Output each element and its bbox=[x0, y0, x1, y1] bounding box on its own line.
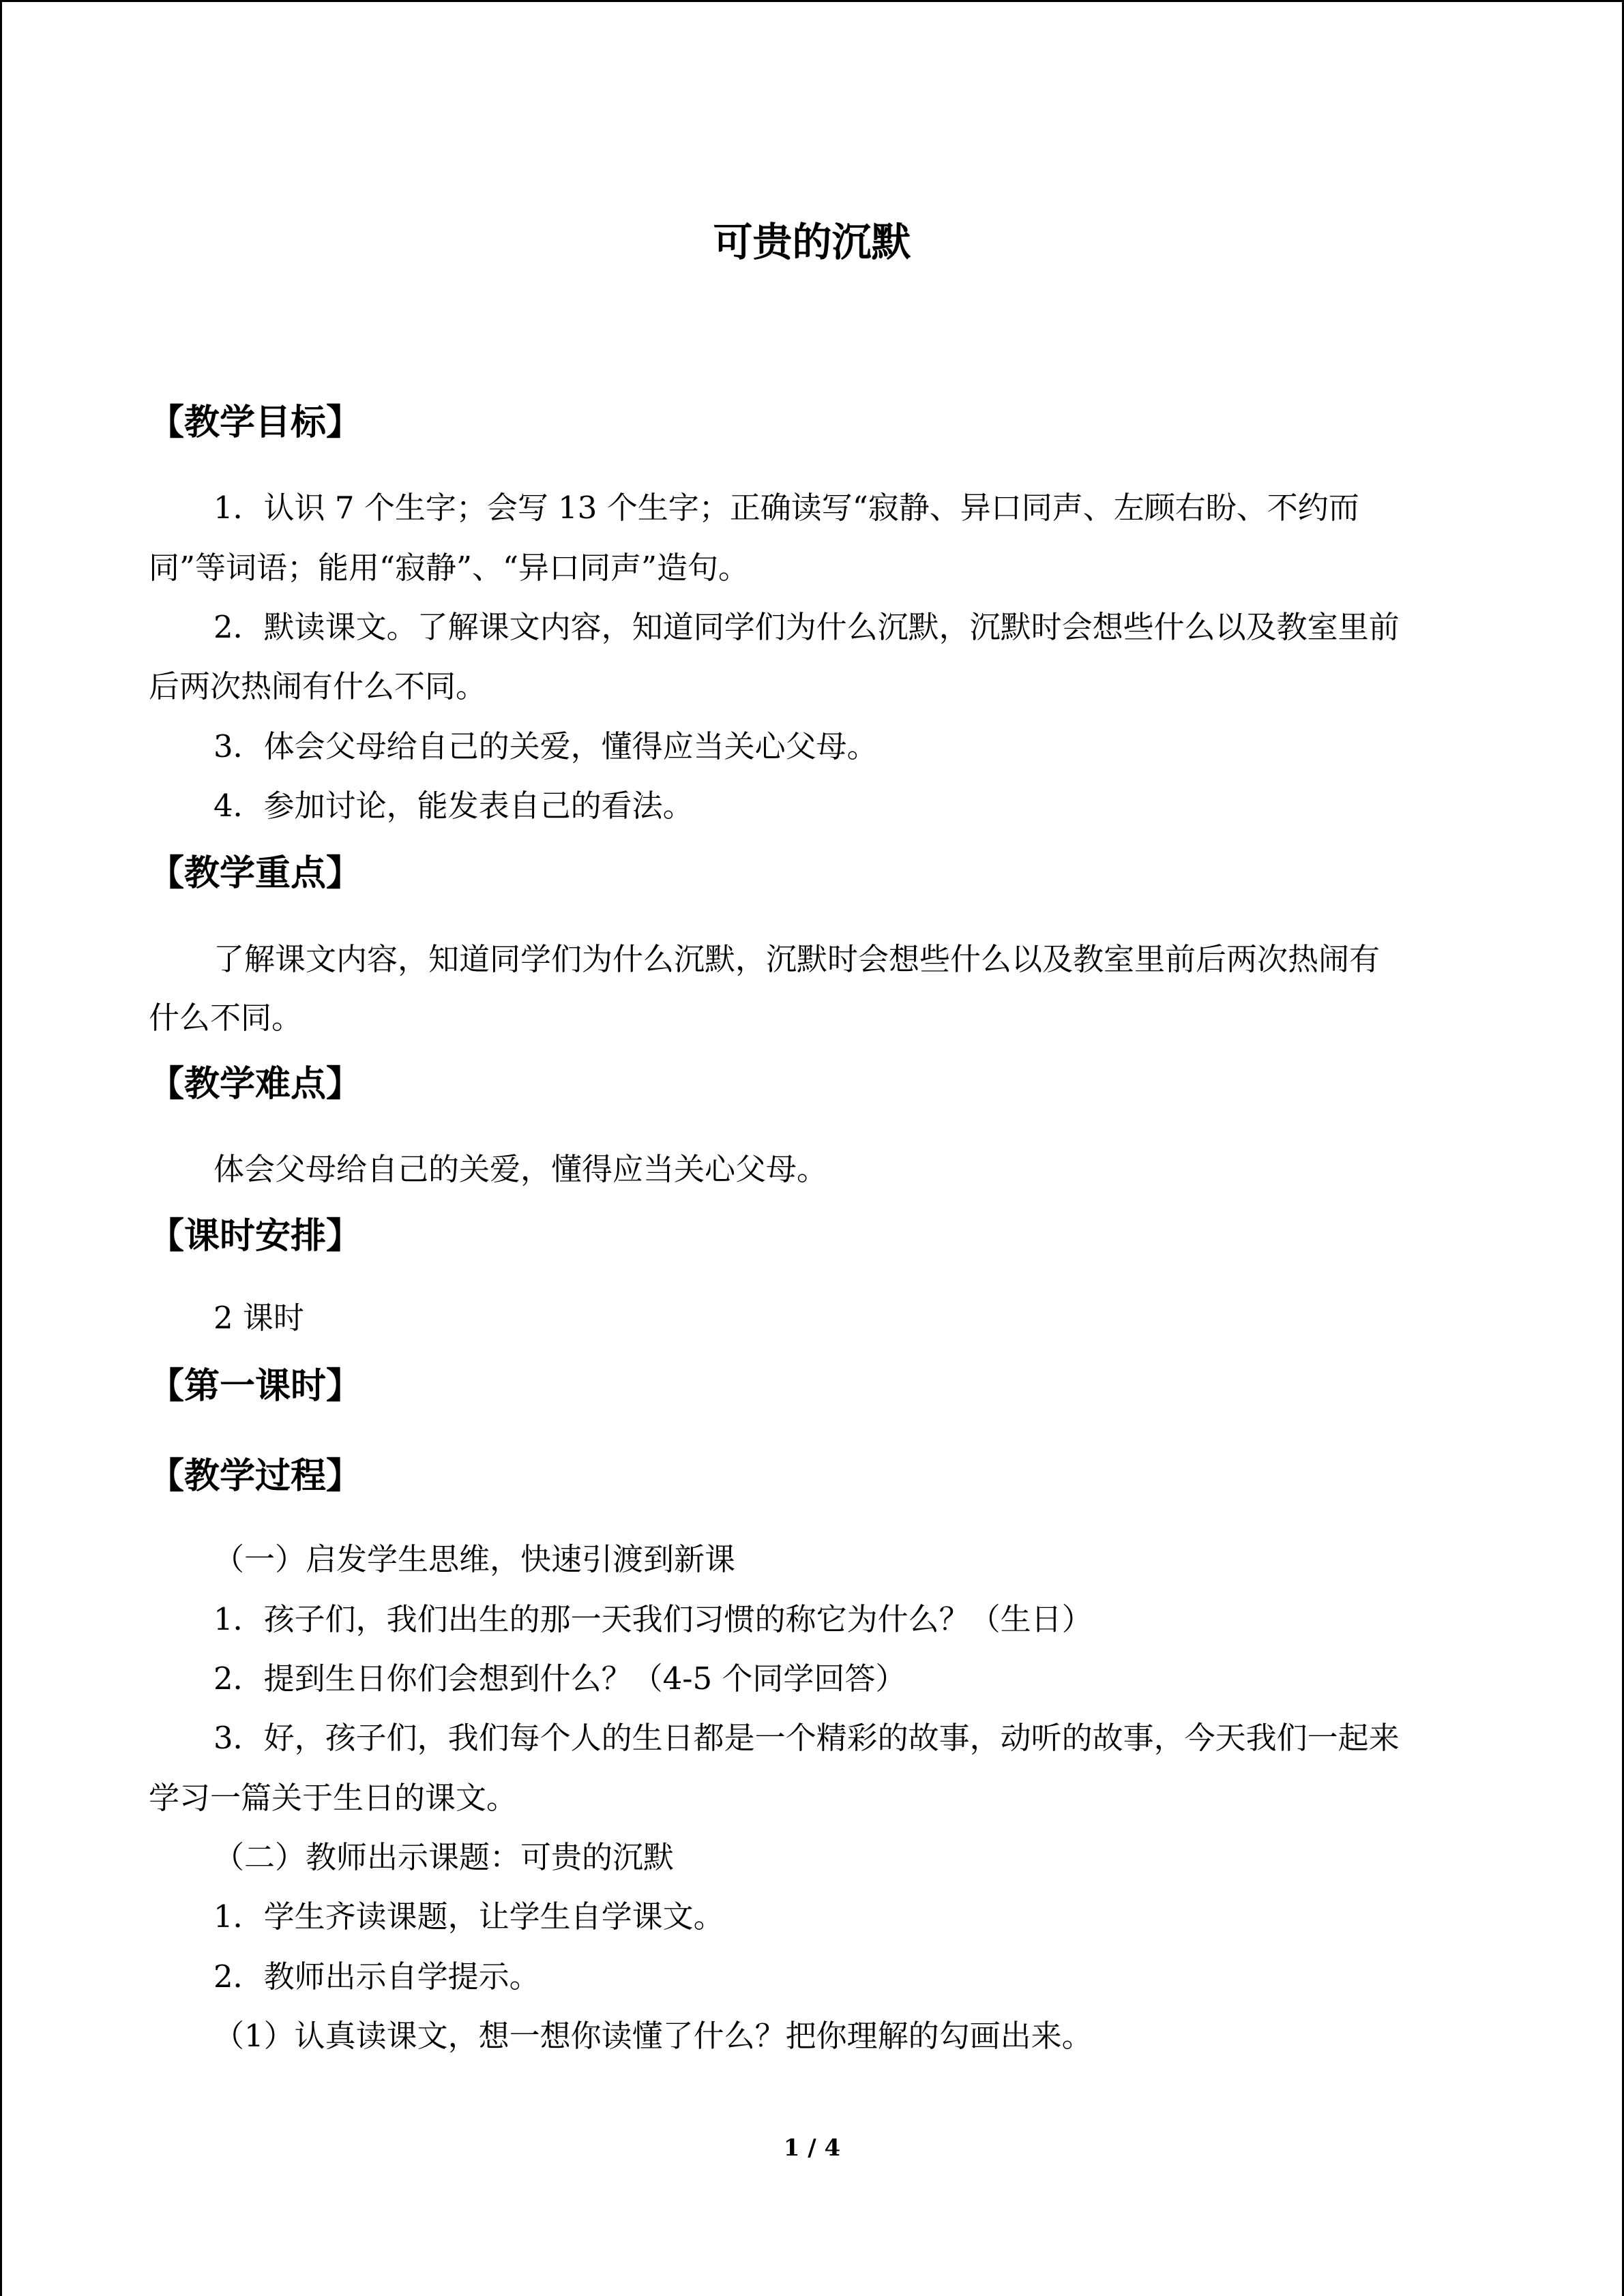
objectives-line-2: 同”等词语；能用“寂静”、“异口同声”造句。 bbox=[149, 550, 750, 586]
heading-process: 【教学过程】 bbox=[149, 1456, 362, 1497]
objectives-line-4: 后两次热闹有什么不同。 bbox=[149, 668, 487, 704]
page-indicator: 1 / 4 bbox=[783, 2134, 841, 2162]
difficulties-line-1: 体会父母给自己的关爱，懂得应当关心父母。 bbox=[213, 1151, 828, 1187]
process-line-2: 1．孩子们，我们出生的那一天我们习惯的称它为什么？（生日） bbox=[213, 1601, 1093, 1637]
heading-schedule: 【课时安排】 bbox=[149, 1216, 362, 1257]
heading-objectives: 【教学目标】 bbox=[149, 402, 362, 443]
heading-difficulties: 【教学难点】 bbox=[149, 1064, 362, 1105]
objectives-line-5: 3．体会父母给自己的关爱，懂得应当关心父母。 bbox=[213, 728, 878, 764]
process-line-6: （二）教师出示课题：可贵的沉默 bbox=[213, 1839, 675, 1875]
process-line-4: 3．好，孩子们，我们每个人的生日都是一个精彩的故事，动听的故事，今天我们一起来 bbox=[213, 1720, 1400, 1756]
document-title: 可贵的沉默 bbox=[713, 219, 911, 265]
process-line-8: 2．教师出示自学提示。 bbox=[213, 1958, 540, 1995]
objectives-line-3: 2．默读课文。了解课文内容，知道同学们为什么沉默，沉默时会想些什么以及教室里前 bbox=[213, 609, 1400, 645]
objectives-line-6: 4．参加讨论，能发表自己的看法。 bbox=[213, 788, 694, 824]
key-points-line-1: 了解课文内容，知道同学们为什么沉默，沉默时会想些什么以及教室里前后两次热闹有 bbox=[213, 941, 1381, 977]
heading-key-points: 【教学重点】 bbox=[149, 853, 362, 894]
process-line-1: （一）启发学生思维，快速引渡到新课 bbox=[213, 1541, 736, 1577]
schedule-line-1: 2 课时 bbox=[213, 1300, 304, 1336]
key-points-line-2: 什么不同。 bbox=[149, 1000, 303, 1036]
process-line-3: 2．提到生日你们会想到什么？（4-5 个同学回答） bbox=[213, 1660, 906, 1697]
objectives-line-1: 1．认识 7 个生字；会写 13 个生字；正确读写“寂静、异口同声、左顾右盼、不约而 bbox=[213, 490, 1359, 526]
heading-first-lesson: 【第一课时】 bbox=[149, 1366, 362, 1407]
process-line-7: 1．学生齐读课题，让学生自学课文。 bbox=[213, 1898, 724, 1935]
process-line-5: 学习一篇关于生日的课文。 bbox=[149, 1780, 518, 1816]
process-line-9: （1）认真读课文，想一想你读懂了什么？把你理解的勾画出来。 bbox=[213, 2018, 1093, 2054]
